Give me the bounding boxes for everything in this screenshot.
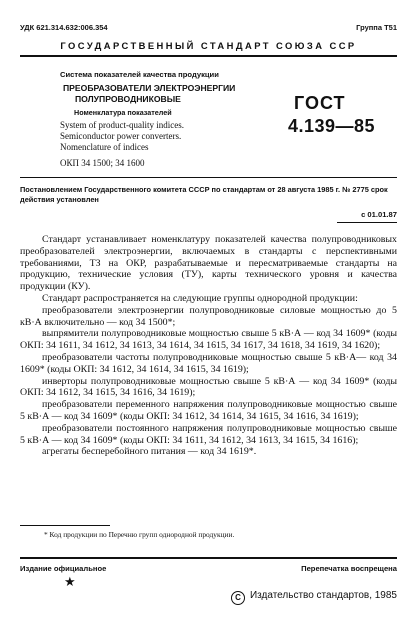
english-title-line1: System of product-quality indices. xyxy=(60,120,184,130)
list-item: преобразователи переменного напряжения полупроводниковые мощностью свыше 5 кВ·А — код 34 1609* (коды ОКП: 34 1612, 34 1614, 34 1615, 34 1616, 34 1619); xyxy=(20,399,397,422)
title-rule xyxy=(20,177,397,178)
list-item: агрегаты бесперебойного питания — код 34 1619*. xyxy=(42,446,257,458)
list-item: инверторы полупроводниковые мощностью свыше 5 кВ·А — код 34 1609* (коды ОКП: 34 1612, 34 1615, 34 1616, 34 1619); xyxy=(20,375,397,399)
udk-code: УДК 621.314.632:006.354 xyxy=(20,23,108,32)
group-code: Группа Т51 xyxy=(356,23,397,32)
english-title-line3: Nomenclature of indices xyxy=(60,142,149,152)
paragraph-scope: Стандарт распространяется на следующие группы однородной продукции: xyxy=(42,292,358,304)
effective-date: с 01.01.87 xyxy=(361,210,397,219)
copyright-notice xyxy=(231,590,397,605)
list-item: преобразователи частоты полупроводниковые мощностью свыше 5 кВ·А— код 34 1609* (коды ОКП: 34 1612, 34 1614, 34 1615, 34 1619); xyxy=(20,351,397,375)
main-title-line2: ПОЛУПРОВОДНИКОВЫЕ xyxy=(75,94,181,104)
official-edition-label: Издание официальное xyxy=(20,564,107,573)
copyright-icon: C xyxy=(231,591,245,605)
paragraph-intro: Стандарт устанавливает номенклатуру показателей качества полупроводниковых преобразователей электроэнергии, включаемых в стандарты с перспективными требованиями, ТЗ на ОКР, разрабатываемые и пересматриваемые стандарты на продукцию, технические условия (ТУ), карты технического уровня и качества продукции (КУ). xyxy=(20,234,397,293)
subtitle: Номенклатура показателей xyxy=(74,108,172,117)
header-rule xyxy=(20,55,397,57)
standard-title: ГОСУДАРСТВЕННЫЙ СТАНДАРТ СОЮЗА ССР xyxy=(60,40,357,51)
reprint-notice: Перепечатка воспрещена xyxy=(301,564,397,573)
gost-label: ГОСТ xyxy=(294,93,346,113)
body-text xyxy=(20,234,397,458)
footer-rule xyxy=(20,557,397,559)
decree-text: Постановлением Государственного комитета СССР по стандартам от 28 августа 1985 г. № 2775 срок действия установлен xyxy=(20,185,388,204)
effective-date-underline xyxy=(337,222,397,223)
list-item: преобразователи постоянного напряжения полупроводниковые мощностью свыше 5 кВ·А — код 34 1609* (коды ОКП: 34 1611, 34 1612, 34 1613, 34 1615, 34 1616); xyxy=(20,422,397,446)
english-title-line2: Semiconductor power converters. xyxy=(60,131,182,141)
main-title-line1: ПРЕОБРАЗОВАТЕЛИ ЭЛЕКТРОЭНЕРГИИ xyxy=(63,83,236,93)
gost-number: 4.139—85 xyxy=(288,116,376,136)
okp-codes: ОКП 34 1500; 34 1600 xyxy=(60,158,145,168)
footnote: * Код продукции по Перечню групп однородной продукции. xyxy=(44,530,235,539)
list-item: выпрямители полупроводниковые мощностью свыше 5 кВ·А — код 34 1609* (коды ОКП: 34 1611, 34 1612, 34 1613, 34 1614, 34 1615, 34 1617, 34 1618, 34 1619, 34 1620); xyxy=(20,328,397,352)
list-item: преобразователи электроэнергии полупроводниковые силовые мощностью до 5 кВ·А включительно — код 34 1500*; xyxy=(20,304,397,328)
footnote-rule xyxy=(20,525,110,526)
system-title: Система показателей качества продукции xyxy=(60,70,219,79)
star-icon: ★ xyxy=(64,574,76,589)
copyright-text: Издательство стандартов, 1985 xyxy=(249,590,397,601)
